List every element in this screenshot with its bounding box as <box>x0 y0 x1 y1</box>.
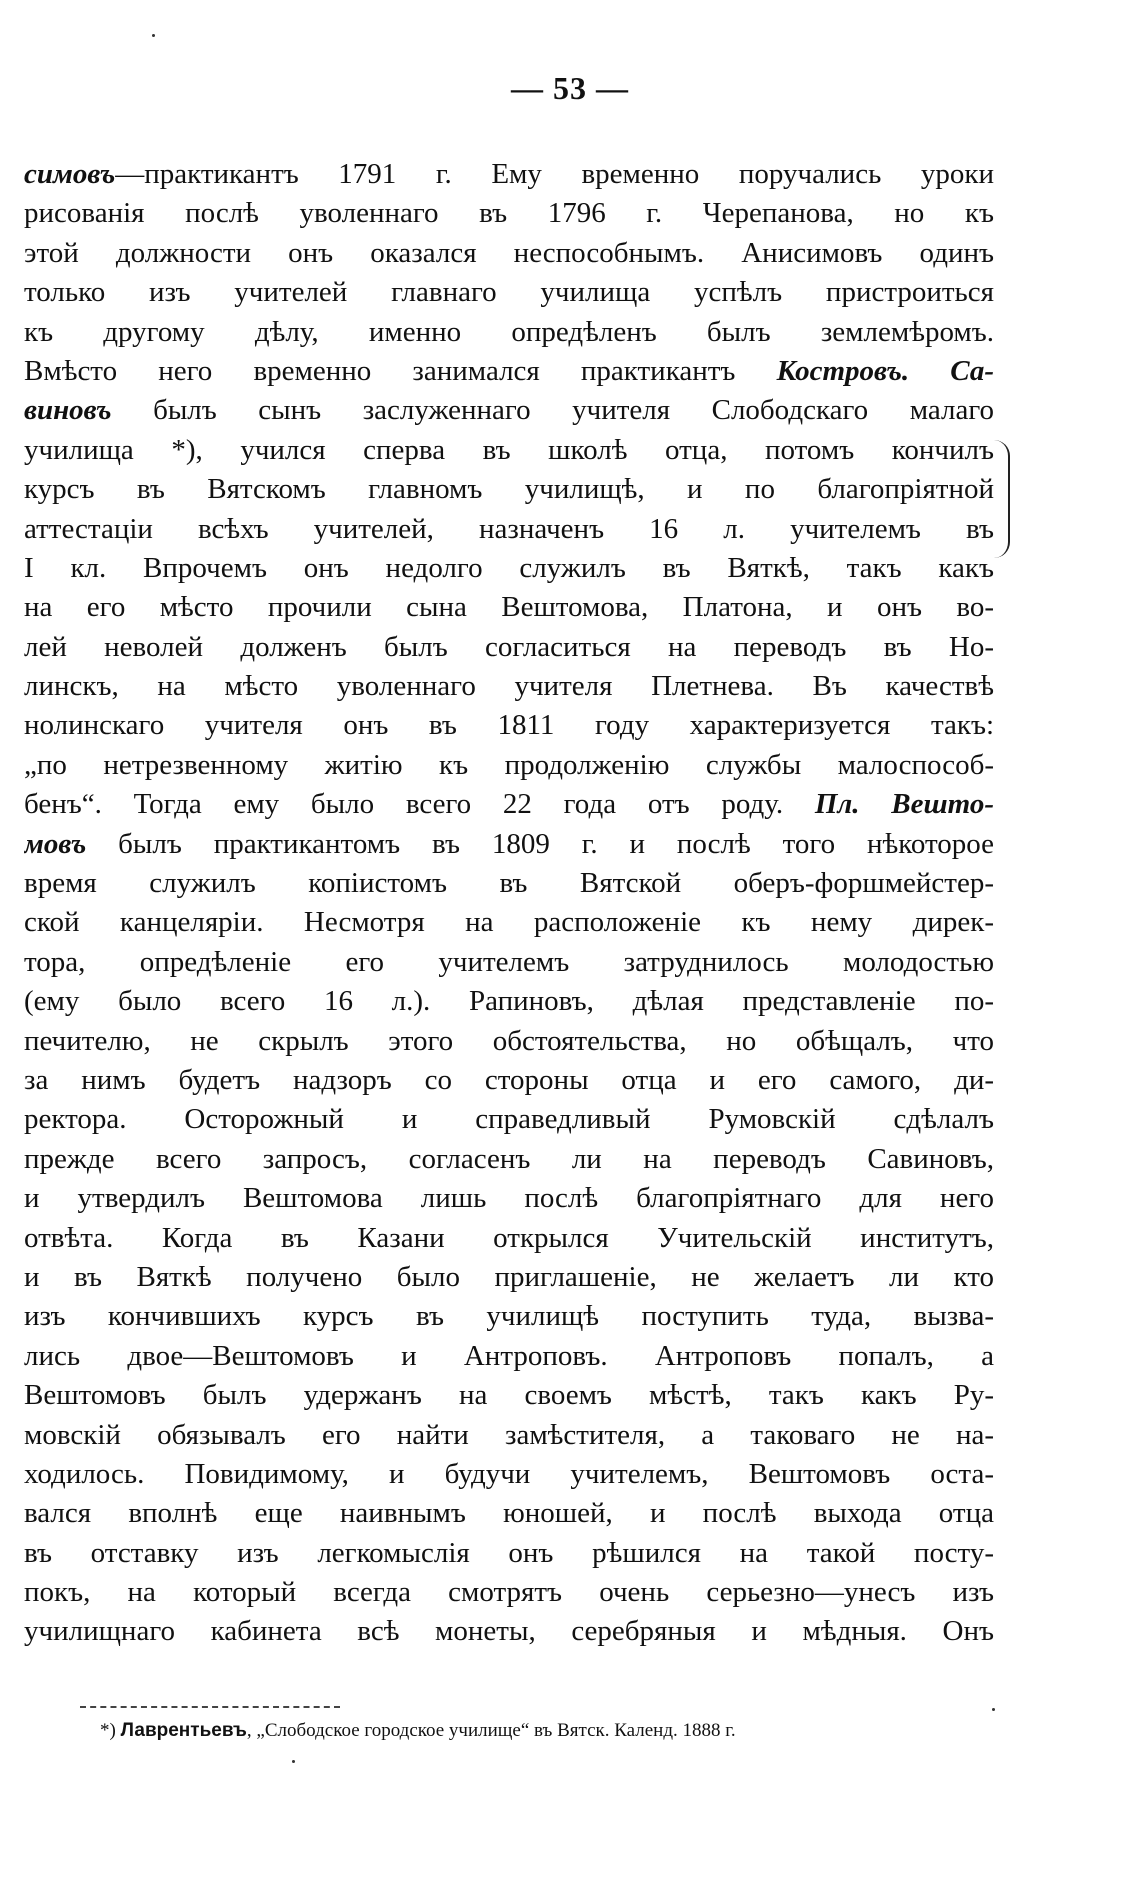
text-line <box>24 470 994 509</box>
text-line <box>24 903 994 942</box>
text-line <box>24 1337 994 1376</box>
page-number: — 53 — <box>511 70 629 106</box>
line-text: курсъ въ Вятскомъ главномъ училищѣ, и по благопріятной <box>24 473 994 506</box>
line-text: на его мѣсто прочили сына Вештомова, Платона, и онъ во- <box>24 591 994 624</box>
text-line <box>24 943 994 982</box>
italic-name: симовъ <box>24 158 116 190</box>
line-text: и утвердилъ Вештомова лишь послѣ благопріятнаго для него <box>24 1182 994 1215</box>
line-text: —практикантъ 1791 г. Ему временно поручались уроки <box>115 158 994 190</box>
footnote <box>100 1718 980 1744</box>
text-line <box>24 155 994 194</box>
text-line <box>24 864 994 903</box>
line-text: училища *), учился сперва въ школѣ отца, потомъ кончилъ <box>24 433 994 466</box>
footnote-rule <box>80 1706 340 1708</box>
line-text: линскъ, на мѣсто уволеннаго учителя Плетнева. Въ качествѣ <box>24 670 994 703</box>
text-line <box>24 431 994 470</box>
text-line <box>24 1416 994 1455</box>
text-line <box>24 313 994 352</box>
text-line <box>24 1022 994 1061</box>
text-line <box>24 1376 994 1415</box>
text-line <box>24 510 994 549</box>
line-text: къ другому дѣлу, именно опредѣленъ былъ землемѣромъ. <box>24 315 994 348</box>
paper-speck <box>152 34 155 37</box>
footnote-text: , „Слободское городское училище“ въ Вятск. Календ. 1888 г. <box>246 1720 736 1741</box>
line-text: I кл. Впрочемъ онъ недолго служилъ въ Вяткѣ, такъ какъ <box>24 551 994 584</box>
line-text: прежде всего запросъ, согласенъ ли на переводъ Савиновъ, <box>24 1142 994 1175</box>
text-line <box>24 1100 994 1139</box>
line-text: только изъ учителей главнаго училища успѣлъ пристроиться <box>24 276 994 309</box>
italic-name: виновъ <box>24 394 112 427</box>
line-text: мовскій обязывалъ его найти замѣстителя, а таковаго не на- <box>24 1418 994 1451</box>
line-text: рисованія послѣ уволеннаго въ 1796 г. Черепанова, но къ <box>24 197 994 230</box>
text-line <box>24 234 994 273</box>
text-line <box>24 273 994 312</box>
line-text: лись двое—Вештомовъ и Антроповъ. Антроповъ попалъ, а <box>24 1339 994 1372</box>
line-text: „по нетрезвенному житію къ продолженію службы малоспособ- <box>24 748 994 781</box>
text-line <box>24 391 994 430</box>
line-text: ской канцеляріи. Несмотря на расположеніе къ нему дирек- <box>24 906 994 939</box>
line-text: ректора. Осторожный и справедливый Румовскій сдѣлалъ <box>24 1103 994 1136</box>
line-text: лей неволей долженъ былъ согласиться на переводъ въ Но- <box>24 630 994 663</box>
line-text: вался вполнѣ еще наивнымъ юношей, и послѣ выхода отца <box>24 1497 994 1530</box>
line-text: отвѣта. Когда въ Казани открылся Учительскій институтъ, <box>24 1221 994 1254</box>
line-text: и въ Вяткѣ получено было приглашеніе, не желаетъ ли кто <box>24 1260 994 1293</box>
line-text: нолинскаго учителя онъ въ 1811 году характеризуется такъ: <box>24 709 994 742</box>
text-line <box>24 706 994 745</box>
line-text: въ отставку изъ легкомыслія онъ рѣшился на такой посту- <box>24 1536 994 1569</box>
line-text: этой должности онъ оказался неспособнымъ. Анисимовъ одинъ <box>24 236 994 269</box>
line-text: былъ сынъ заслуженнаго учителя Слободскаго малаго <box>111 394 994 427</box>
line-text: тора, опредѣленіе его учителемъ затруднилось молодостью <box>24 945 994 978</box>
text-line <box>24 1534 994 1573</box>
text-line <box>24 825 994 864</box>
text-line <box>24 1494 994 1533</box>
text-line <box>24 1297 994 1336</box>
text-line <box>24 1573 994 1612</box>
italic-name: Костровъ. Са- <box>776 354 994 387</box>
text-line <box>24 549 994 588</box>
line-text: Вмѣсто него временно занимался практикантъ Костровъ. Са- <box>24 354 994 387</box>
line-text: (ему было всего 16 л.). Рапиновъ, дѣлая представленіе по- <box>24 985 994 1018</box>
paper-speck <box>292 1760 295 1763</box>
line-text: печителю, не скрылъ этого обстоятельства, но обѣщалъ, что <box>24 1024 994 1057</box>
paper-speck <box>992 1708 995 1711</box>
text-line <box>24 667 994 706</box>
text-line <box>24 1258 994 1297</box>
text-line <box>24 1179 994 1218</box>
margin-bracket <box>994 440 1010 558</box>
line-text: аттестаціи всѣхъ учителей, назначенъ 16 л. учителемъ въ <box>24 512 994 545</box>
text-line <box>24 1140 994 1179</box>
line-text: былъ практикантомъ въ 1809 г. и послѣ того нѣкоторое <box>86 827 994 860</box>
line-text: за нимъ будетъ надзоръ со стороны отца и его самого, ди- <box>24 1063 994 1096</box>
italic-name: мовъ <box>24 827 87 860</box>
footnote-author: Лаврентьевъ <box>120 1720 247 1741</box>
text-line <box>24 746 994 785</box>
line-text: время служилъ копіистомъ въ Вятской оберъ-форшмейстер- <box>24 867 994 900</box>
text-line <box>24 1061 994 1100</box>
text-line <box>24 194 994 233</box>
body-text <box>24 155 994 1652</box>
text-line <box>24 785 994 824</box>
line-text: Вештомовъ былъ удержанъ на своемъ мѣстѣ, такъ какъ Ру- <box>24 1379 994 1412</box>
footnote-marker: *) <box>100 1720 116 1741</box>
text-line <box>24 1455 994 1494</box>
text-line <box>24 588 994 627</box>
text-line <box>24 1219 994 1258</box>
line-text: бенъ“. Тогда ему было всего 22 года отъ роду. Пл. Вешто- <box>24 788 994 821</box>
line-text: ходилось. Повидимому, и будучи учителемъ, Вештомовъ оста- <box>24 1457 994 1490</box>
line-text: покъ, на который всегда смотрятъ очень серьезно—унесъ изъ <box>24 1576 994 1609</box>
text-line <box>24 1612 994 1651</box>
text-line <box>24 352 994 391</box>
text-line <box>24 628 994 667</box>
line-text: училищнаго кабинета всѣ монеты, серебряныя и мѣдныя. Онъ <box>24 1615 994 1648</box>
line-text: изъ кончившихъ курсъ въ училищѣ поступить туда, вызва- <box>24 1300 994 1333</box>
text-line <box>24 982 994 1021</box>
italic-name: Пл. Вешто- <box>814 788 994 821</box>
